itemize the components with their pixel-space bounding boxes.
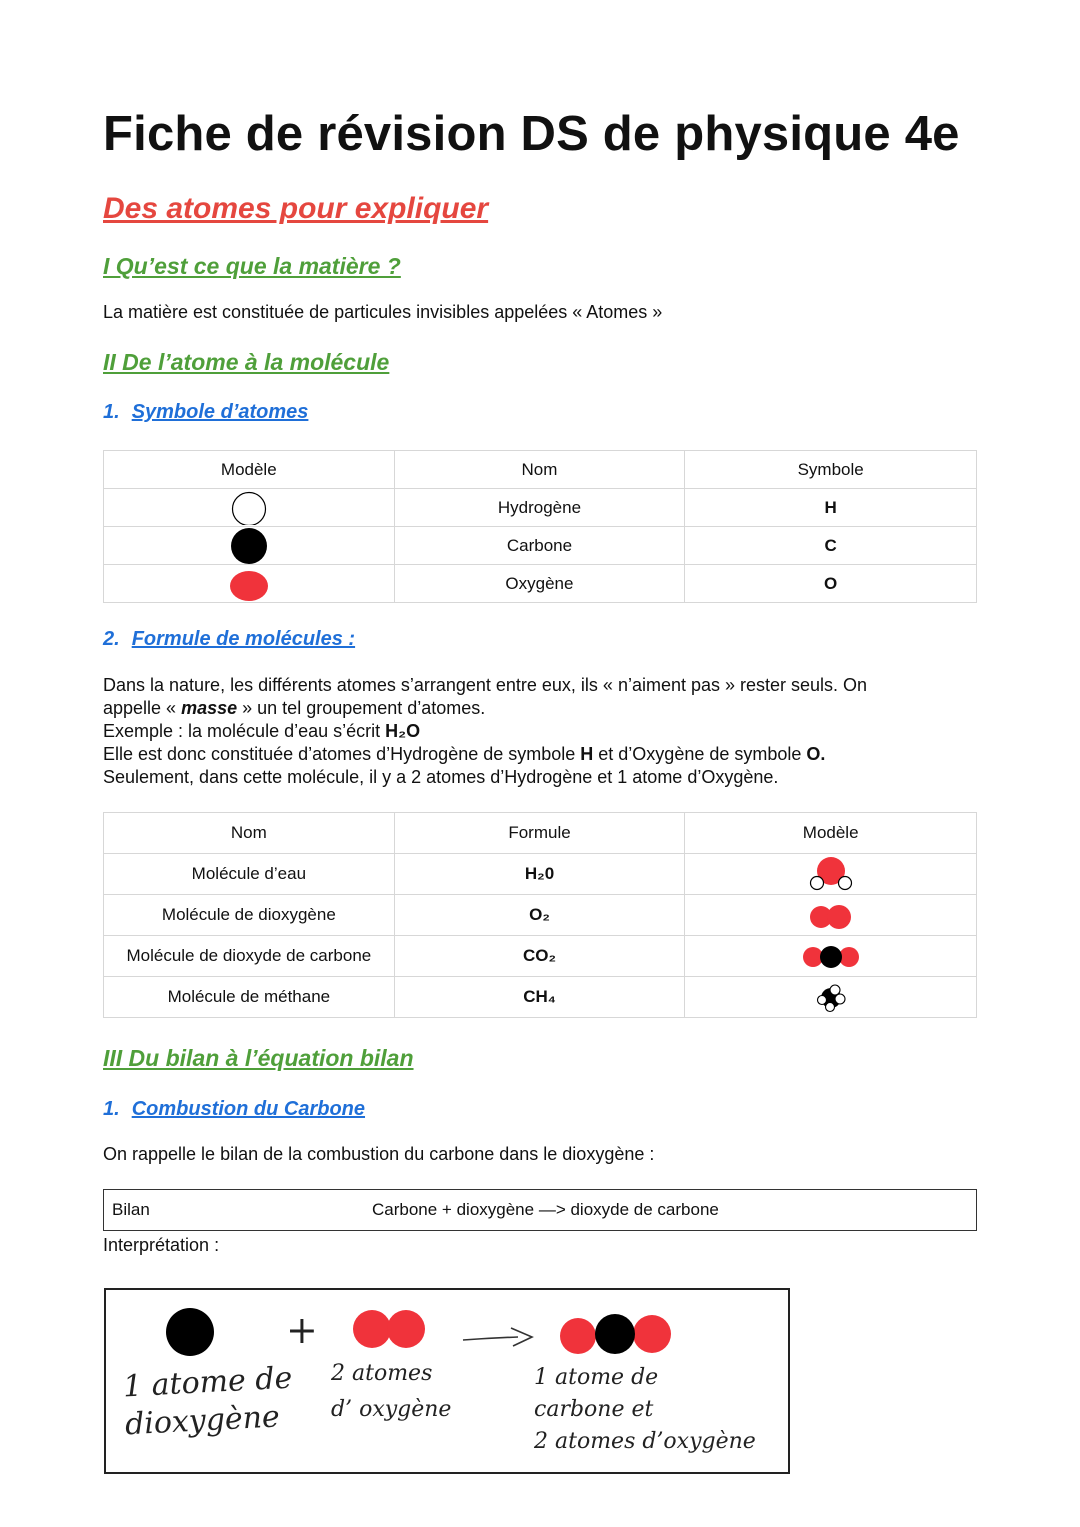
text-span: Exemple : la molécule d’eau s’écrit: [103, 721, 386, 741]
subsection-number: 1.: [103, 1098, 120, 1120]
dioxygen-molecule-icon: [801, 899, 861, 931]
methane-molecule-icon: [811, 981, 851, 1013]
table-row: [104, 854, 977, 895]
header-cell: Nom: [104, 813, 395, 854]
emphasis-masse: masse: [181, 698, 238, 718]
molecule-paragraph: [103, 674, 983, 789]
text-span: » un tel groupement d’atomes.: [237, 698, 486, 718]
symbol-cell: C: [685, 527, 977, 565]
table-row: [104, 565, 977, 603]
bilan-box: [103, 1189, 977, 1231]
name-cell: Molécule de dioxygène: [104, 895, 395, 936]
hydrogen-atom-icon: [229, 491, 269, 525]
table-row: [104, 527, 977, 565]
paragraph-line: Seulement, dans cette molécule, il y a 2 atomes d’Hydrogène et 1 atome d’Oxygène.: [103, 767, 779, 787]
formula-cell: O₂: [394, 895, 685, 936]
text-span: appelle «: [103, 698, 182, 718]
carbon-atom-icon: [166, 1308, 214, 1356]
subsection-carbon-combustion: [103, 1098, 365, 1121]
header-cell: Modèle: [685, 813, 977, 854]
subsection-label: Formule de molécules :: [131, 628, 356, 650]
note-line: 1 atome de: [122, 1360, 294, 1405]
model-cell: [104, 527, 395, 565]
table-row: [104, 977, 977, 1018]
model-cell: [685, 977, 977, 1018]
water-molecule-icon: [801, 855, 861, 893]
model-cell: [104, 489, 395, 527]
paragraph-line: [103, 697, 983, 720]
header-cell: Modèle: [104, 451, 395, 489]
model-cell: [685, 936, 977, 977]
bilan-equation: Carbone + dioxygène —> dioxyde de carbone: [372, 1200, 719, 1219]
handwritten-note-1: [122, 1360, 295, 1445]
note-line: 1 atome de: [534, 1365, 659, 1390]
note-line: d’ oxygène: [331, 1397, 452, 1422]
name-cell: Carbone: [394, 527, 685, 565]
model-cell: [104, 565, 395, 603]
page-title: Fiche de révision DS de physique 4e: [103, 107, 960, 161]
subsection-number: 1.: [103, 401, 120, 423]
section-3-heading: III Du bilan à l’équation bilan: [103, 1045, 414, 1071]
formula-cell: CH₄: [394, 977, 685, 1018]
formula-cell: H₂0: [394, 854, 685, 895]
carbon-dioxide-molecule-icon: [560, 1314, 671, 1354]
symbol-cell: O: [685, 565, 977, 603]
carbon-dioxide-molecule-icon: [798, 940, 864, 972]
arrow-icon: [463, 1328, 532, 1346]
name-cell: Molécule d’eau: [104, 854, 395, 895]
table-row: [104, 936, 977, 977]
table-row: [104, 895, 977, 936]
subsection-label: Combustion du Carbone: [131, 1098, 366, 1120]
symbol-cell: H: [685, 489, 977, 527]
section-2-heading: II De l’atome à la molécule: [103, 349, 390, 375]
text-span: Elle est donc constituée d’atomes d’Hydrogène de symbole: [103, 744, 581, 764]
table-header-row: [104, 813, 977, 854]
header-cell: Nom: [394, 451, 685, 489]
paragraph-line: [103, 743, 983, 766]
note-line: 2 atomes: [331, 1361, 433, 1386]
subsection-number: 2.: [103, 628, 120, 650]
header-cell: Symbole: [685, 451, 977, 489]
chapter-heading: Des atomes pour expliquer: [103, 192, 489, 225]
paragraph-line: Dans la nature, les différents atomes s’arrangent entre eux, ils « n’aiment pas » rester seuls. On: [103, 675, 868, 695]
subsection-atom-symbols: [103, 401, 308, 424]
name-cell: Hydrogène: [394, 489, 685, 527]
handwritten-note-2: [331, 1356, 451, 1428]
dioxygen-molecule-icon: [353, 1310, 425, 1348]
carbon-atom-icon: [227, 528, 271, 564]
formula-water: H₂O: [385, 721, 421, 741]
text-span: et d’Oxygène de symbole: [593, 744, 807, 764]
symbol-o: O.: [806, 744, 826, 764]
interpretation-drawing: [104, 1288, 790, 1474]
name-cell: Molécule de dioxyde de carbone: [104, 936, 395, 977]
oxygen-atom-icon: [227, 567, 271, 601]
section-1-text: La matière est constituée de particules invisibles appelées « Atomes »: [103, 302, 663, 322]
atoms-table: [103, 450, 977, 603]
formula-cell: CO₂: [394, 936, 685, 977]
paragraph-line: [103, 720, 983, 743]
handwritten-note-3: [534, 1362, 756, 1458]
section-3-text: On rappelle le bilan de la combustion du carbone dans le dioxygène :: [103, 1144, 655, 1164]
note-line: 2 atomes d’oxygène: [534, 1429, 756, 1454]
model-cell: [685, 854, 977, 895]
note-line: dioxygène: [124, 1399, 281, 1443]
table-header-row: [104, 451, 977, 489]
model-cell: [685, 895, 977, 936]
subsection-label: Symbole d’atomes: [131, 401, 309, 423]
name-cell: Molécule de méthane: [104, 977, 395, 1018]
symbol-h: H: [580, 744, 594, 764]
section-1-heading: I Qu’est ce que la matière ?: [103, 253, 401, 279]
molecules-table: [103, 812, 977, 1018]
note-line: carbone et: [534, 1397, 654, 1422]
interpretation-label: Interprétation :: [103, 1235, 220, 1255]
table-row: [104, 489, 977, 527]
subsection-molecule-formulas: [103, 628, 355, 651]
name-cell: Oxygène: [394, 565, 685, 603]
plus-sign: +: [286, 1308, 318, 1352]
bilan-label: Bilan: [112, 1200, 150, 1219]
header-cell: Formule: [394, 813, 685, 854]
